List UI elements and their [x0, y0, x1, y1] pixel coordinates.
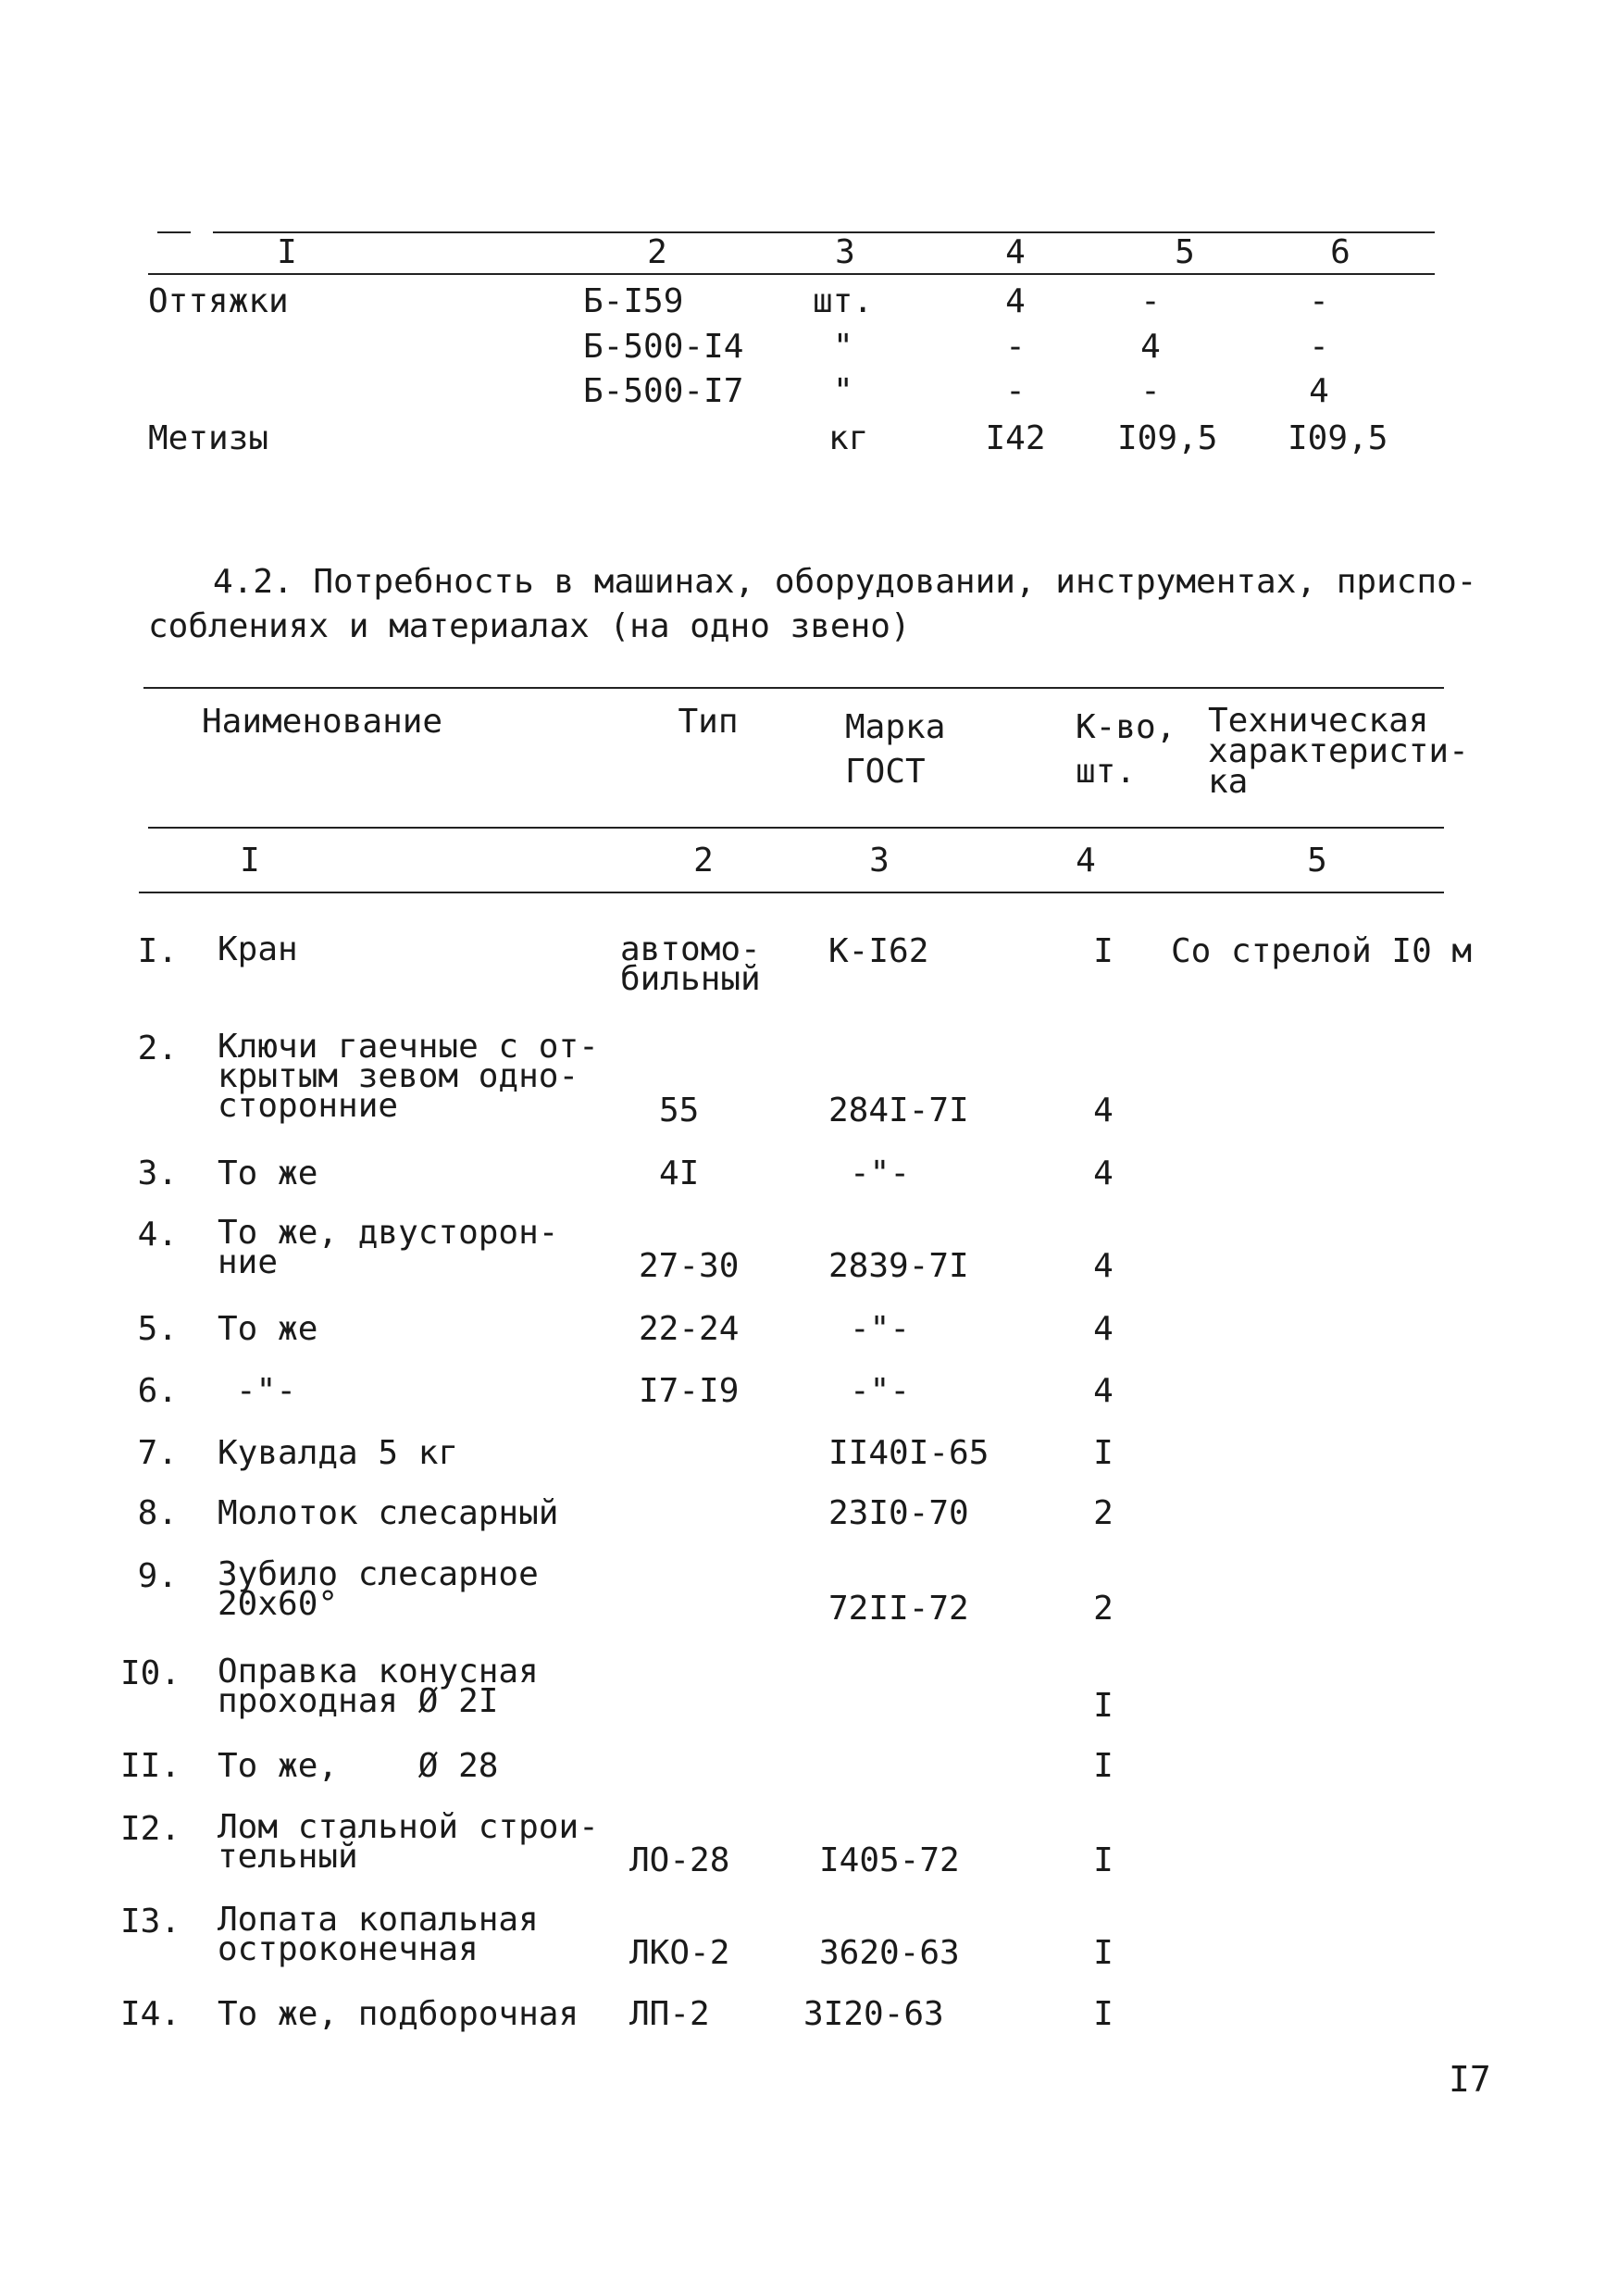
- table2-row-num: 5.: [137, 1310, 178, 1348]
- table1-cell: кг: [828, 419, 869, 457]
- table2-row-type: автомо- бильный: [620, 930, 761, 998]
- table2-row-name: Кувалда 5 кг: [218, 1434, 459, 1472]
- table2-row-name: Лом стальной строи- тельный: [218, 1808, 599, 1876]
- table2-top-rule: [143, 687, 1444, 689]
- table1-header-rule: [148, 273, 1435, 275]
- table1-cell: шт.: [813, 282, 874, 320]
- table1-top-rule: [213, 231, 1435, 233]
- table2-row-mark: I405-72: [819, 1841, 960, 1879]
- table2-row-mark: 23I0-70: [828, 1494, 969, 1532]
- table2-row-type: ЛКО-2: [629, 1934, 730, 1972]
- table2-row-num: 9.: [137, 1557, 178, 1595]
- table2-row-name: Лопата копальная остроконечная: [218, 1901, 539, 1968]
- table2-row-num: 3.: [137, 1154, 178, 1192]
- table1-cell: -: [1140, 282, 1161, 320]
- table1-cell: 4: [1140, 328, 1161, 366]
- table2-row-name: То же, двусторон- ние: [218, 1214, 559, 1281]
- table2-row-name: Молоток слесарный: [218, 1494, 559, 1532]
- table2-colnum-4: 4: [1076, 842, 1096, 880]
- table2-row-mark: 3I20-63: [803, 1995, 944, 2033]
- table2-row-name: Оправка конусная проходная Ø 2I: [218, 1653, 539, 1720]
- table2-row-mark: 3620-63: [819, 1934, 960, 1972]
- table2-colnum-rule: [139, 892, 1444, 893]
- table2-colnum-3: 3: [869, 842, 890, 880]
- table2-row-mark: -"-: [850, 1372, 911, 1410]
- table2-header-type: Тип: [678, 703, 739, 741]
- table2-row-qty: 2: [1093, 1494, 1114, 1532]
- table1-header-4: 4: [1005, 233, 1026, 271]
- table2-row-num: I4.: [120, 1995, 181, 2033]
- table1-cell: Б-500-I7: [583, 372, 744, 410]
- table2-row-qty: I: [1093, 1995, 1114, 2033]
- table2-row-num: II.: [120, 1747, 181, 1785]
- table2-header-char: Техническая характеристи- ка: [1208, 702, 1469, 801]
- table2-row-num: 8.: [137, 1494, 178, 1532]
- table2-header-qty: К-во, шт.: [1076, 708, 1176, 791]
- table2-row-num: 6.: [137, 1372, 178, 1410]
- table1-header-6: 6: [1330, 233, 1350, 271]
- table1-cell: -: [1005, 328, 1026, 366]
- table2-row-qty: I: [1093, 932, 1114, 970]
- table2-row-qty: 4: [1093, 1247, 1114, 1285]
- table2-row-qty: 4: [1093, 1310, 1114, 1348]
- table1-header-5: 5: [1175, 233, 1195, 271]
- table1-cell: -: [1309, 282, 1329, 320]
- table2-row-qty: I: [1093, 1747, 1114, 1785]
- table2-colnum-1: I: [240, 842, 260, 880]
- table2-row-qty: 4: [1093, 1092, 1114, 1129]
- table2-row-name: -"-: [236, 1372, 297, 1410]
- table1-header-3: 3: [835, 233, 855, 271]
- table1-top-dash: [157, 231, 191, 233]
- table2-row-char: Со стрелой I0 м: [1171, 932, 1473, 970]
- table2-row-num: I3.: [120, 1903, 181, 1940]
- table1-cell: Б-500-I4: [583, 328, 744, 366]
- table2-row-name: Ключи гаечные с от- крытым зевом одно- сторонние: [218, 1028, 599, 1125]
- section-heading: 4.2. Потребность в машинах, оборудовании, инструментах, приспо- соблениях и материалах (на одно звено): [148, 563, 1477, 645]
- table2-row-type: 55: [659, 1092, 700, 1129]
- table2-header-mark: Марка ГОСТ: [845, 708, 946, 791]
- table2-row-name: То же: [218, 1154, 318, 1192]
- table1-cell: -: [1140, 372, 1161, 410]
- table2-row-type: I7-I9: [639, 1372, 740, 1410]
- table2-row-mark: -"-: [850, 1154, 911, 1192]
- table1-cell: 4: [1309, 372, 1329, 410]
- table2-row-mark: -"-: [850, 1310, 911, 1348]
- table2-row-name: То же, Ø 28: [218, 1747, 499, 1785]
- table1-cell: -: [1309, 328, 1329, 366]
- table2-row-mark: II40I-65: [828, 1434, 989, 1472]
- table2-header-name: Наименование: [202, 703, 443, 741]
- table2-row-name: Кран: [218, 930, 298, 968]
- table2-row-qty: 4: [1093, 1154, 1114, 1192]
- table1-header-2: 2: [647, 233, 667, 271]
- table1-cell: I09,5: [1288, 419, 1388, 457]
- table2-colnum-5: 5: [1307, 842, 1327, 880]
- page-number: I7: [1449, 2059, 1491, 2100]
- table1-cell: Б-I59: [583, 282, 684, 320]
- table2-row-type: 22-24: [639, 1310, 740, 1348]
- table1-cell: ": [833, 328, 853, 366]
- table1-header-1: I: [277, 233, 297, 271]
- table2-row-qty: 4: [1093, 1372, 1114, 1410]
- table2-row-qty: I: [1093, 1841, 1114, 1879]
- table2-row-num: 2.: [137, 1029, 178, 1067]
- table2-row-num: 7.: [137, 1434, 178, 1472]
- table2-colnum-2: 2: [693, 842, 714, 880]
- table2-row-qty: I: [1093, 1934, 1114, 1972]
- table2-row-type: ЛО-28: [629, 1841, 730, 1879]
- table2-row-type: 27-30: [639, 1247, 740, 1285]
- table2-row-qty: I: [1093, 1434, 1114, 1472]
- table2-row-qty: 2: [1093, 1590, 1114, 1628]
- table1-cell: Оттяжки: [148, 282, 289, 320]
- table2-row-name: То же: [218, 1310, 318, 1348]
- table1-cell: ": [833, 372, 853, 410]
- table2-row-num: I.: [137, 932, 178, 970]
- table2-row-mark: 72II-72: [828, 1590, 969, 1628]
- table2-row-mark: К-I62: [828, 932, 929, 970]
- table2-row-name: Зубило слесарное 20х60°: [218, 1555, 539, 1623]
- table2-header-rule: [148, 827, 1444, 829]
- table2-row-num: I0.: [120, 1654, 181, 1692]
- table1-cell: I42: [985, 419, 1046, 457]
- table2-row-num: 4.: [137, 1216, 178, 1254]
- table2-row-type: ЛП-2: [629, 1995, 710, 2033]
- table2-row-qty: I: [1093, 1687, 1114, 1725]
- table1-cell: I09,5: [1117, 419, 1218, 457]
- table1-cell: 4: [1005, 282, 1026, 320]
- table2-row-type: 4I: [659, 1154, 700, 1192]
- table2-row-num: I2.: [120, 1810, 181, 1848]
- table1-cell: -: [1005, 372, 1026, 410]
- table1-cell: Метизы: [148, 419, 269, 457]
- table2-row-mark: 2839-7I: [828, 1247, 969, 1285]
- table2-row-name: То же, подборочная: [218, 1995, 579, 2033]
- table2-row-mark: 284I-7I: [828, 1092, 969, 1129]
